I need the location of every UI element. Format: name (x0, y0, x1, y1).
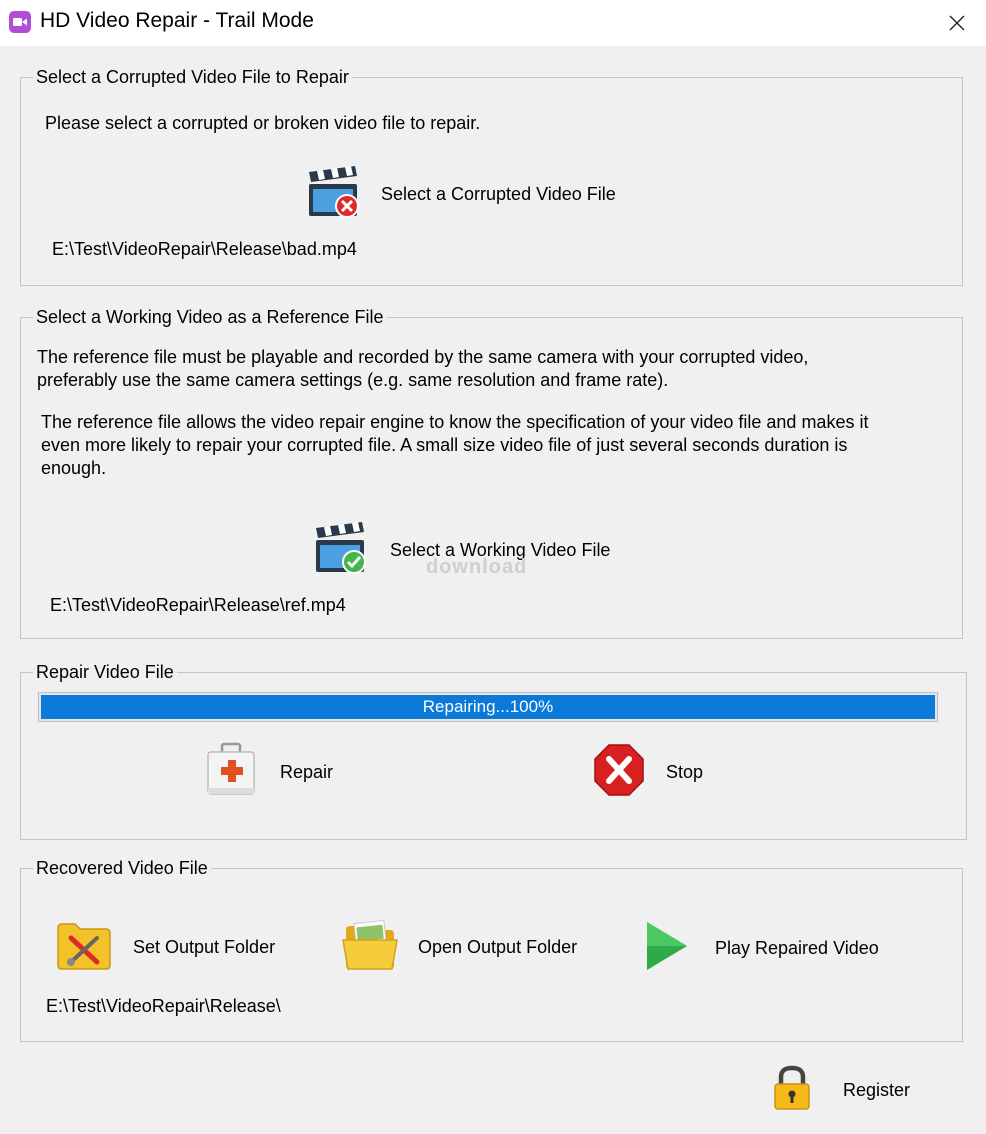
select-working-file-label: Select a Working Video File (390, 540, 611, 560)
output-folder-path: E:\Test\VideoRepair\Release\ (46, 996, 281, 1016)
select-corrupted-file-label: Select a Corrupted Video File (381, 184, 616, 204)
repair-progress-bar (38, 692, 938, 722)
open-output-folder-button[interactable] (341, 918, 577, 977)
play-repaired-video-button[interactable] (641, 918, 879, 979)
reference-description-1: The reference file must be playable and recorded by the same camera with your corrupted video, preferably use the same camera settings (e.g. same resolution and frame rate). (37, 347, 809, 390)
clapperboard-check-icon (312, 520, 368, 581)
set-output-folder-label: Set Output Folder (133, 937, 276, 957)
close-icon (949, 15, 965, 31)
corrupted-instruction: Please select a corrupted or broken video file to repair. (45, 113, 481, 133)
repair-label: Repair (280, 762, 334, 782)
select-corrupted-file-button[interactable] (305, 164, 616, 225)
clapperboard-error-icon (305, 164, 361, 225)
window-title: HD Video Repair - Trail Mode (40, 9, 314, 32)
stop-label: Stop (666, 762, 704, 782)
close-button[interactable] (928, 0, 986, 46)
first-aid-kit-icon (204, 742, 258, 803)
register-button[interactable] (770, 1064, 910, 1117)
corrupted-file-path: E:\Test\VideoRepair\Release\bad.mp4 (52, 239, 357, 259)
play-icon (641, 918, 691, 979)
padlock-icon (770, 1064, 814, 1117)
title-bar (0, 0, 986, 46)
play-repaired-video-label: Play Repaired Video (715, 938, 879, 958)
repair-group-legend: Repair Video File (33, 661, 177, 683)
reference-description-2: The reference file allows the video repair engine to know the specification of your video file and makes it even more likely to repair your corrupted file. A small size video file of just several seconds duration is enough. (41, 412, 869, 478)
video-camera-icon (9, 11, 31, 33)
recovered-group-legend: Recovered Video File (33, 857, 211, 879)
corrupted-group-legend: Select a Corrupted Video File to Repair (33, 66, 352, 88)
reference-file-path: E:\Test\VideoRepair\Release\ref.mp4 (50, 595, 346, 615)
watermark-text: download (426, 556, 528, 578)
repair-button[interactable] (204, 742, 333, 803)
open-output-folder-label: Open Output Folder (418, 937, 578, 957)
stop-button[interactable] (592, 742, 703, 803)
stop-sign-icon (592, 742, 646, 803)
set-output-folder-button[interactable] (55, 918, 275, 977)
register-label: Register (843, 1080, 911, 1100)
reference-group-legend: Select a Working Video as a Reference File (33, 306, 387, 328)
folder-tools-icon (55, 918, 113, 977)
progress-text: Repairing...100% (422, 697, 554, 716)
open-folder-icon (341, 918, 399, 977)
